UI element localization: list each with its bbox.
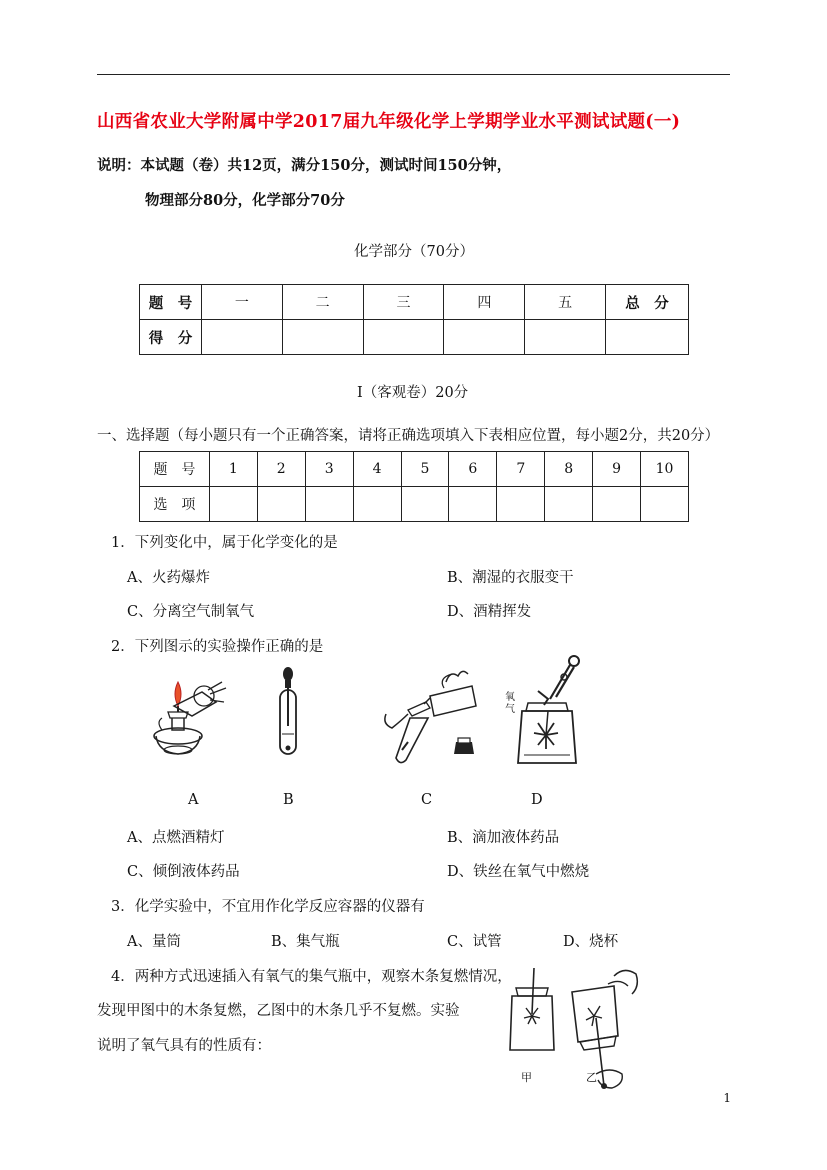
answer-header-cell: 8 <box>545 452 593 487</box>
q1-option-a: A、火药爆炸 <box>127 570 210 586</box>
answer-cell[interactable] <box>353 487 401 522</box>
score-header-cell: 二 <box>282 285 363 320</box>
part1-title: Ⅰ（客观卷）20分 <box>357 385 469 401</box>
score-cell[interactable] <box>606 320 689 355</box>
answer-header-cell: 9 <box>593 452 641 487</box>
score-header-cell: 总 分 <box>606 285 689 320</box>
exam-note-line2: 物理部分80分，化学部分70分 <box>145 192 345 209</box>
answer-header-cell: 7 <box>497 452 545 487</box>
answer-cell[interactable] <box>545 487 593 522</box>
exam-note-line1: 说明：本试题（卷）共12页，满分150分，测试时间150分钟， <box>97 157 512 174</box>
q1-option-c: C、分离空气制氧气 <box>127 604 255 620</box>
answer-cell[interactable] <box>497 487 545 522</box>
q3-stem: 3．化学实验中，不宜用作化学反应容器的仪器有 <box>111 899 425 915</box>
q1-option-d: D、酒精挥发 <box>447 604 532 620</box>
answer-header-cell: 5 <box>401 452 449 487</box>
q2-option-b: B、滴加液体药品 <box>447 830 560 846</box>
answer-header-cell: 3 <box>305 452 353 487</box>
answer-table-value-row <box>140 487 689 522</box>
answer-cell[interactable] <box>257 487 305 522</box>
answer-table <box>139 451 689 522</box>
score-cell[interactable] <box>201 320 282 355</box>
q2-option-c: C、倾倒液体药品 <box>127 864 240 880</box>
q3-option-c: C、试管 <box>447 934 502 950</box>
answer-header-cell: 2 <box>257 452 305 487</box>
q1-stem: 1．下列变化中，属于化学变化的是 <box>111 535 338 551</box>
score-table-value-row <box>140 320 689 355</box>
answer-cell[interactable] <box>401 487 449 522</box>
q2-stem: 2．下列图示的实验操作正确的是 <box>111 639 324 655</box>
answer-header-cell: 4 <box>353 452 401 487</box>
answer-header-cell: 题 号 <box>140 452 210 487</box>
answer-header-cell: 10 <box>641 452 689 487</box>
answer-row-label: 选 项 <box>140 487 210 522</box>
alcohol-lamp-figure <box>148 672 230 762</box>
q1-option-b: B、潮湿的衣服变干 <box>447 570 574 586</box>
q3-option-b: B、集气瓶 <box>271 934 340 950</box>
score-header-cell: 四 <box>444 285 525 320</box>
answer-cell[interactable] <box>449 487 497 522</box>
pouring-liquid-figure <box>378 658 478 768</box>
q2-option-a: A、点燃酒精灯 <box>127 830 225 846</box>
jar-inverted-figure <box>566 966 646 1090</box>
score-cell[interactable] <box>282 320 363 355</box>
fig-label-a: A <box>188 792 199 808</box>
fig-label-jia: 甲 <box>521 1071 532 1084</box>
score-table <box>139 284 689 355</box>
fig-label-d: D <box>531 792 543 808</box>
chem-section-title: 化学部分（70分） <box>354 244 474 260</box>
answer-cell[interactable] <box>209 487 257 522</box>
q4-line1: 4．两种方式迅速插入有氧气的集气瓶中，观察木条复燃情况， <box>111 969 512 985</box>
q4-line2: 发现甲图中的木条复燃，乙图中的木条几乎不复燃。实验 <box>97 1003 460 1019</box>
q3-option-a: A、量筒 <box>127 934 181 950</box>
exam-title: 山西省农业大学附属中学2017届九年级化学上学期学业水平测试试题(一) <box>97 112 681 132</box>
answer-cell[interactable] <box>641 487 689 522</box>
score-table-header-row <box>140 285 689 320</box>
fig-label-yi: 乙 <box>586 1071 597 1084</box>
answer-header-cell: 1 <box>209 452 257 487</box>
score-cell[interactable] <box>444 320 525 355</box>
score-row-label: 得 分 <box>140 320 202 355</box>
page-number: 1 <box>723 1091 731 1105</box>
score-cell[interactable] <box>525 320 606 355</box>
score-cell[interactable] <box>363 320 444 355</box>
dropper-figure <box>268 664 308 764</box>
jar-upright-figure <box>506 966 558 1060</box>
answer-cell[interactable] <box>305 487 353 522</box>
fig-label-c: C <box>421 792 433 808</box>
score-header-cell: 一 <box>201 285 282 320</box>
q2-option-d: D、铁丝在氧气中燃烧 <box>447 864 590 880</box>
fig-label-b: B <box>283 792 294 808</box>
score-header-cell: 三 <box>363 285 444 320</box>
score-header-cell: 五 <box>525 285 606 320</box>
q4-line3: 说明了氧气具有的性质有： <box>97 1038 271 1054</box>
q3-option-d: D、烧杯 <box>563 934 619 950</box>
answer-cell[interactable] <box>593 487 641 522</box>
choice-heading: 一、选择题（每小题只有一个正确答案，请将正确选项填入下表相应位置，每小题2分，共20分） <box>97 428 720 444</box>
answer-header-cell: 6 <box>449 452 497 487</box>
oxygen-label: 氧气 <box>505 692 515 715</box>
header-rule <box>97 74 730 75</box>
score-header-cell: 题 号 <box>140 285 202 320</box>
answer-table-header-row <box>140 452 689 487</box>
